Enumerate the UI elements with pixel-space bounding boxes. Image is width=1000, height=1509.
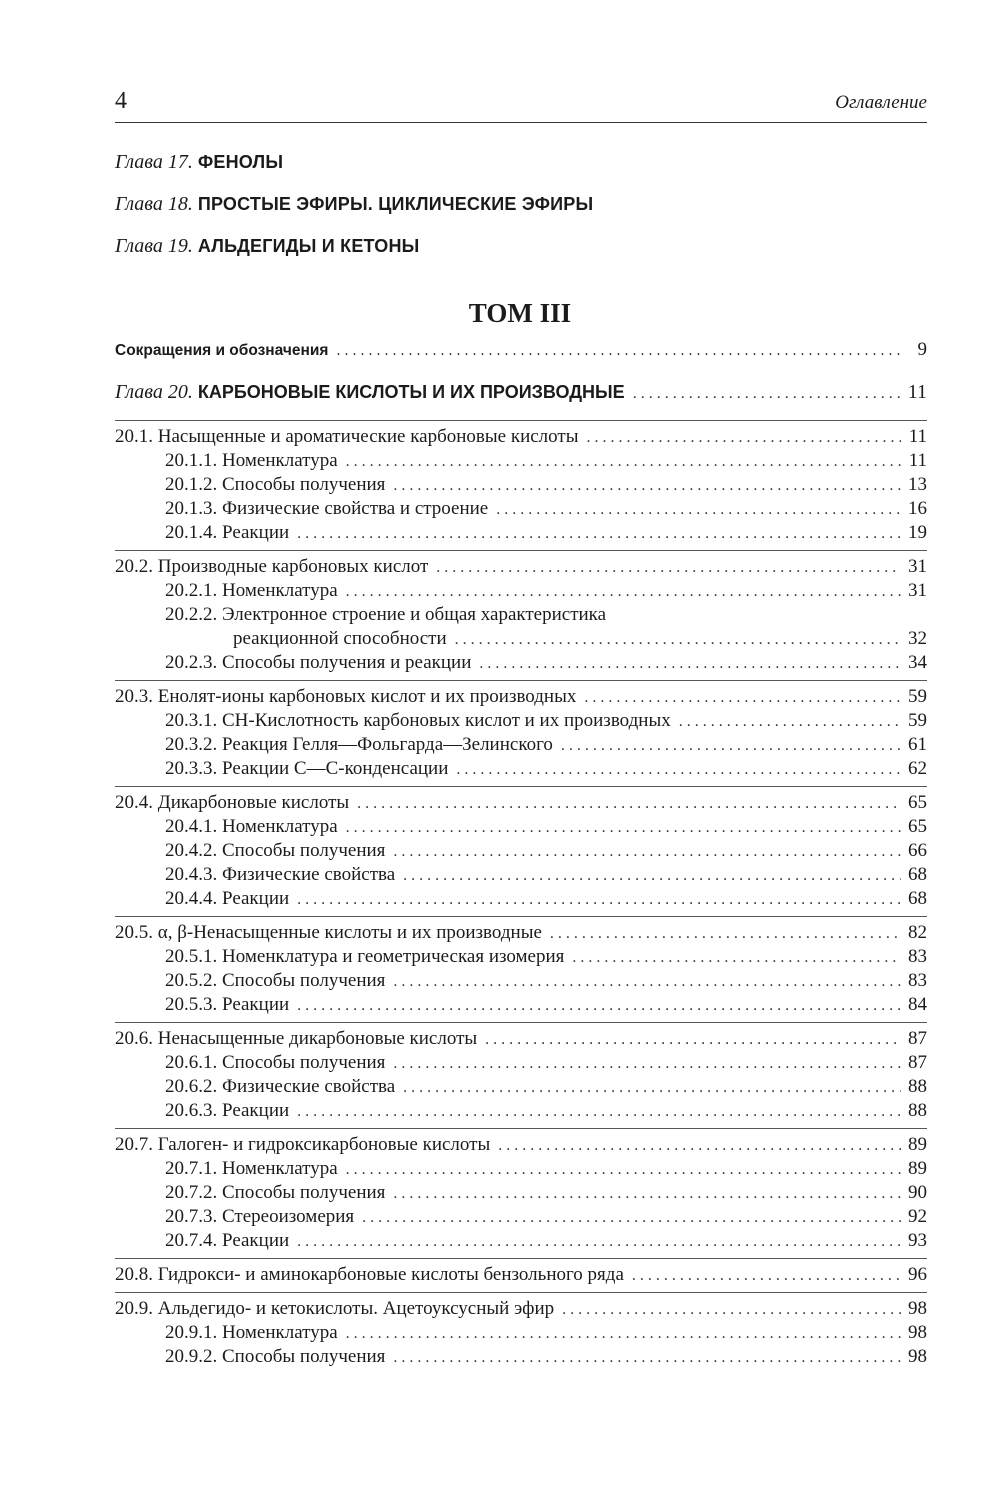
toc-subsection[interactable] xyxy=(115,449,927,473)
chapter-prefix: Глава 17. xyxy=(115,151,193,173)
leader-dots xyxy=(346,1322,901,1346)
toc-page: 82 xyxy=(908,922,927,943)
leader-dots xyxy=(336,339,901,363)
toc-section[interactable] xyxy=(115,791,927,815)
leader-dots xyxy=(485,1028,901,1052)
toc-label: 20.1. Насыщенные и ароматические карбоновые кислоты xyxy=(115,426,579,447)
toc-page: 61 xyxy=(908,734,927,755)
toc-label: 20.4.4. Реакции xyxy=(165,888,290,909)
chapter-prefix: Глава 18. xyxy=(115,193,193,215)
toc-page: 66 xyxy=(908,840,927,861)
toc-page: 98 xyxy=(908,1346,927,1367)
toc-section[interactable] xyxy=(115,1133,927,1157)
toc-page: 88 xyxy=(908,1076,927,1097)
toc-section-group xyxy=(115,1258,927,1287)
toc-subsection[interactable] xyxy=(115,815,927,839)
toc-page: 89 xyxy=(908,1158,927,1179)
toc-label: 20.6.3. Реакции xyxy=(165,1100,290,1121)
leader-dots xyxy=(346,1158,901,1182)
leader-dots xyxy=(498,1134,901,1158)
chapter-title: ПРОСТЫЕ ЭФИРЫ. ЦИКЛИЧЕСКИЕ ЭФИРЫ xyxy=(197,194,594,214)
toc-page: 96 xyxy=(908,1264,927,1285)
toc-section[interactable] xyxy=(115,1027,927,1051)
toc-label: 20.6.2. Физические свойства xyxy=(165,1076,396,1097)
toc-page: 31 xyxy=(908,580,927,601)
leader-dots xyxy=(357,792,901,816)
toc-label: 20.5. α, β-Ненасыщенные кислоты и их производные xyxy=(115,922,542,943)
chapter-18[interactable] xyxy=(115,192,927,234)
toc-label: 20.6.1. Способы получения xyxy=(165,1052,386,1073)
leader-dots xyxy=(561,734,901,758)
toc-subsection[interactable] xyxy=(115,497,927,521)
leader-dots xyxy=(393,474,901,498)
toc-page: 68 xyxy=(908,864,927,885)
toc-section-group xyxy=(115,916,927,1017)
toc-subsection[interactable] xyxy=(115,1321,927,1345)
leader-dots xyxy=(633,382,901,406)
toc-label: 20.1.4. Реакции xyxy=(165,522,290,543)
toc-page: 65 xyxy=(908,816,927,837)
leader-dots xyxy=(297,994,901,1018)
leader-dots xyxy=(297,888,901,912)
volume-title: ТОМ III xyxy=(468,298,572,328)
leader-dots xyxy=(393,1052,901,1076)
toc-section[interactable] xyxy=(115,1297,927,1321)
toc-subsection[interactable] xyxy=(115,1157,927,1181)
leader-dots xyxy=(632,1264,901,1288)
leader-dots xyxy=(455,628,901,652)
toc-subsection[interactable] xyxy=(115,945,927,969)
toc-page: 13 xyxy=(908,474,927,495)
toc-label: 20.7.1. Номенклатура xyxy=(165,1158,338,1179)
toc-subsection[interactable] xyxy=(115,863,927,887)
toc-label: 20.2. Производные карбоновых кислот xyxy=(115,556,429,577)
toc-label: 20.7.4. Реакции xyxy=(165,1230,290,1251)
toc-label: 20.7.2. Способы получения xyxy=(165,1182,386,1203)
toc-label: 20.2.2. Электронное строение и общая характеристика xyxy=(165,604,607,625)
toc-section-group xyxy=(115,1022,927,1123)
toc-chapter-20[interactable] xyxy=(115,380,927,404)
toc-label: 20.3.2. Реакция Гелля—Фольгарда—Зелинского xyxy=(165,734,553,755)
page-number: 4 xyxy=(115,88,127,114)
toc-page: 90 xyxy=(908,1182,927,1203)
toc-page: 87 xyxy=(908,1052,927,1073)
toc-subsection[interactable] xyxy=(115,1229,927,1253)
toc-page: 65 xyxy=(908,792,927,813)
toc-section-group xyxy=(115,1128,927,1253)
toc-subsection[interactable] xyxy=(115,579,927,603)
toc-label: 20.2.3. Способы получения и реакции xyxy=(165,652,472,673)
toc-label: 20.4.3. Физические свойства xyxy=(165,864,396,885)
chapter-17[interactable] xyxy=(115,150,927,192)
toc-section[interactable] xyxy=(115,685,927,709)
toc-page: 89 xyxy=(908,1134,927,1155)
toc-subsection[interactable] xyxy=(115,627,927,651)
toc-page: 93 xyxy=(908,1230,927,1251)
toc-label: 20.1.2. Способы получения xyxy=(165,474,386,495)
toc-page: 9 xyxy=(917,339,927,360)
toc-page: 68 xyxy=(908,888,927,909)
toc-label: 20.5.1. Номенклатура и геометрическая изомерия xyxy=(165,946,565,967)
toc-page: 32 xyxy=(908,628,927,649)
leader-dots xyxy=(572,946,901,970)
toc-label: 20.3.3. Реакции С—С-конденсации xyxy=(165,758,449,779)
toc-label: 20.6. Ненасыщенные дикарбоновые кислоты xyxy=(115,1028,478,1049)
toc-subsection[interactable] xyxy=(115,733,927,757)
leader-dots xyxy=(562,1298,901,1322)
toc-label: 20.9. Альдегидо- и кетокислоты. Ацетоуксусный эфир xyxy=(115,1298,555,1319)
toc-label: 20.2.1. Номенклатура xyxy=(165,580,338,601)
toc-page: 98 xyxy=(908,1298,927,1319)
toc-section[interactable] xyxy=(115,555,927,579)
toc-page: 11 xyxy=(908,450,927,471)
toc-subsection[interactable] xyxy=(115,1099,927,1123)
toc-page: 59 xyxy=(908,686,927,707)
leader-dots xyxy=(362,1206,901,1230)
toc-subsection[interactable] xyxy=(115,969,927,993)
leader-dots xyxy=(479,652,901,676)
toc-page: 31 xyxy=(908,556,927,577)
toc-section-group xyxy=(115,420,927,545)
toc-sections xyxy=(115,420,927,1369)
toc-label: 20.9.1. Номенклатура xyxy=(165,1322,338,1343)
toc-label: 20.1.1. Номенклатура xyxy=(165,450,338,471)
toc-label xyxy=(115,380,625,404)
toc-label: 20.7. Галоген- и гидроксикарбоновые кислоты xyxy=(115,1134,491,1155)
toc-label: 20.5.2. Способы получения xyxy=(165,970,386,991)
chapter-title: ФЕНОЛЫ xyxy=(197,152,284,172)
leader-dots xyxy=(403,1076,901,1100)
toc-label: 20.3.1. CH-Кислотность карбоновых кислот и их производных xyxy=(165,710,671,731)
toc-page: 59 xyxy=(908,710,927,731)
toc-page: 88 xyxy=(908,1100,927,1121)
toc-page: 34 xyxy=(908,652,927,673)
toc-page: 19 xyxy=(908,522,927,543)
chapter-19[interactable] xyxy=(115,234,927,276)
toc-abbreviations[interactable] xyxy=(115,338,927,362)
leader-dots xyxy=(393,970,901,994)
leader-dots xyxy=(297,1100,901,1124)
toc-subsection[interactable] xyxy=(115,1205,927,1229)
toc-subsection[interactable] xyxy=(115,521,927,545)
toc-subsection[interactable] xyxy=(115,993,927,1017)
leader-dots xyxy=(393,1182,901,1206)
toc-label: Сокращения и обозначения xyxy=(115,342,329,359)
toc-page: 62 xyxy=(908,758,927,779)
toc-subsection[interactable] xyxy=(115,709,927,733)
leader-dots xyxy=(393,1346,901,1370)
chapter-prefix: Глава 19. xyxy=(115,235,193,257)
toc-subsection[interactable] xyxy=(115,887,927,911)
toc-page: 84 xyxy=(908,994,927,1015)
toc-label: 20.4.1. Номенклатура xyxy=(165,816,338,837)
leader-dots xyxy=(496,498,901,522)
leader-dots xyxy=(436,556,901,580)
leader-dots xyxy=(587,426,902,450)
toc-label: 20.4. Дикарбоновые кислоты xyxy=(115,792,350,813)
toc-subsection[interactable] xyxy=(115,473,927,497)
leader-dots xyxy=(297,1230,901,1254)
toc-subsection[interactable] xyxy=(115,651,927,675)
toc-page: 11 xyxy=(907,381,927,403)
toc-subsection[interactable] xyxy=(115,603,927,627)
toc-section-group xyxy=(115,550,927,675)
toc-label: реакционной способности xyxy=(233,628,447,649)
chapter-title: КАРБОНОВЫЕ КИСЛОТЫ И ИХ ПРОИЗВОДНЫЕ xyxy=(197,382,625,402)
running-head: Оглавление xyxy=(835,92,927,113)
toc-subsection[interactable] xyxy=(115,1345,927,1369)
toc-label: 20.8. Гидрокси- и аминокарбоновые кислоты бензольного ряда xyxy=(115,1264,624,1285)
leader-dots xyxy=(393,840,901,864)
toc-section-group xyxy=(115,1292,927,1369)
table-of-contents xyxy=(115,338,927,1374)
toc-subsection[interactable] xyxy=(115,1075,927,1099)
toc-page: 11 xyxy=(908,426,927,447)
toc-label: 20.1.3. Физические свойства и строение xyxy=(165,498,489,519)
leader-dots xyxy=(550,922,901,946)
earlier-chapters xyxy=(115,150,927,276)
toc-subsection[interactable] xyxy=(115,839,927,863)
toc-label: 20.3. Енолят-ионы карбоновых кислот и их производных xyxy=(115,686,577,707)
toc-label: 20.4.2. Способы получения xyxy=(165,840,386,861)
toc-subsection[interactable] xyxy=(115,757,927,781)
toc-section[interactable] xyxy=(115,1263,927,1287)
toc-section[interactable] xyxy=(115,425,927,449)
toc-page: 92 xyxy=(908,1206,927,1227)
toc-label: 20.9.2. Способы получения xyxy=(165,1346,386,1367)
leader-dots xyxy=(679,710,901,734)
leader-dots xyxy=(346,816,901,840)
leader-dots xyxy=(297,522,901,546)
leader-dots xyxy=(456,758,901,782)
chapter-title: АЛЬДЕГИДЫ И КЕТОНЫ xyxy=(197,236,420,256)
leader-dots xyxy=(403,864,901,888)
toc-page: 16 xyxy=(908,498,927,519)
toc-page: 87 xyxy=(908,1028,927,1049)
toc-section-group xyxy=(115,680,927,781)
toc-page: 83 xyxy=(908,946,927,967)
leader-dots xyxy=(346,580,901,604)
toc-section[interactable] xyxy=(115,921,927,945)
toc-page: 98 xyxy=(908,1322,927,1343)
toc-section-group xyxy=(115,786,927,911)
toc-label: 20.5.3. Реакции xyxy=(165,994,290,1015)
leader-dots xyxy=(346,450,901,474)
toc-subsection[interactable] xyxy=(115,1181,927,1205)
header-rule xyxy=(115,122,927,123)
leader-dots xyxy=(584,686,901,710)
toc-page: 83 xyxy=(908,970,927,991)
toc-subsection[interactable] xyxy=(115,1051,927,1075)
chapter-prefix: Глава 20. xyxy=(115,381,193,403)
toc-label: 20.7.3. Стереоизомерия xyxy=(165,1206,355,1227)
